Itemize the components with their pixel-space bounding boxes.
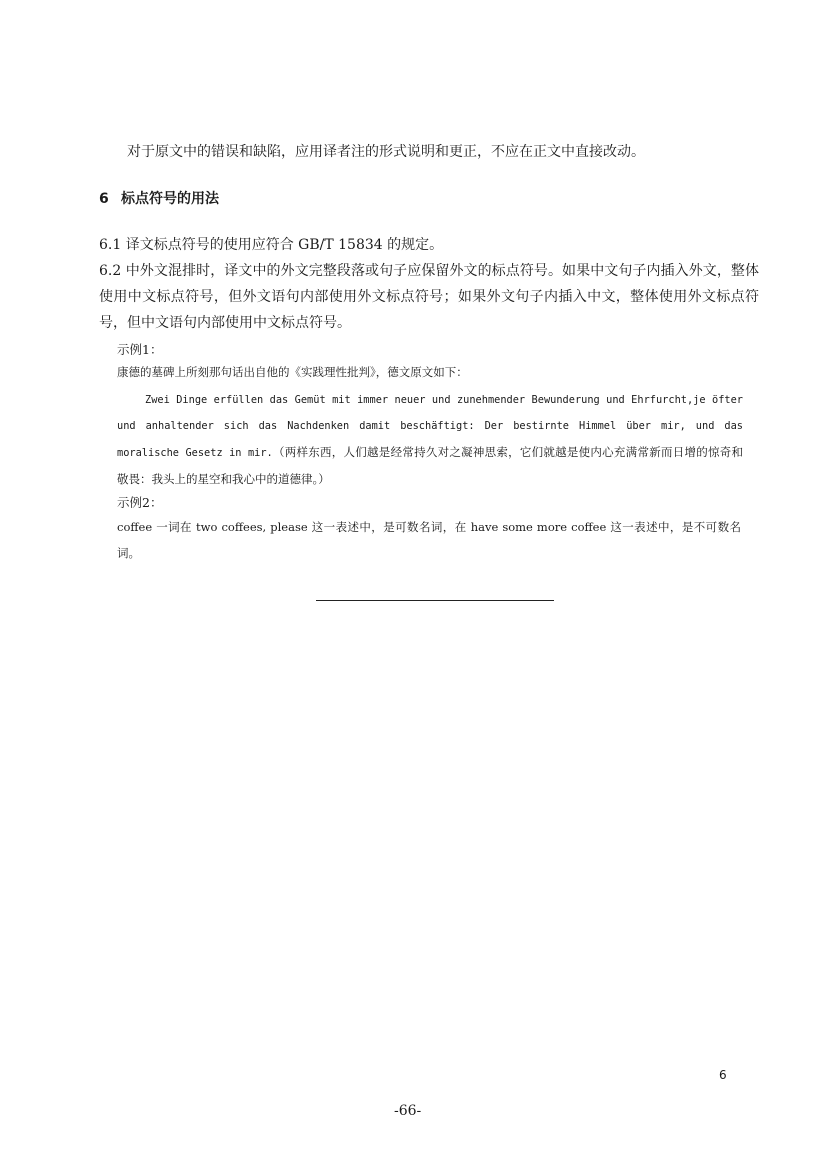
paragraph-errors-correction: 对于原文中的错误和缺陷，应用译者注的形式说明和更正，不应在正文中直接改动。 xyxy=(127,144,645,160)
example-1-quote xyxy=(117,387,743,493)
clause-6-2: 6.2 中外文混排时，译文中的外文完整段落或句子应保留外文的标点符号。如果中文句子内插入外文，整体使用中文标点符号，但外文语句内部使用外文标点符号；如果外文句子内插入中文，整体使用外文标点符号，但中文语句内部使用中文标点符号。 xyxy=(99,263,759,331)
end-rule-divider xyxy=(316,600,554,601)
example-2-body: coffee 一词在 two coffees, please 这一表述中，是可数名词，在 have some more coffee 这一表述中，是不可数名词。 xyxy=(117,520,741,560)
section-6-number: 6 xyxy=(99,191,109,207)
example-2-label: 示例2： xyxy=(117,495,163,510)
page-number: 6 xyxy=(719,1068,727,1082)
section-6-title: 标点符号的用法 xyxy=(121,191,219,207)
quote-chinese: （两样东西，人们越是经常持久对之凝神思索，它们就越是使内心充满常新而日增的惊奇和敬畏：我头上的星空和我心中的道德律。） xyxy=(117,445,743,486)
section-6-heading xyxy=(99,188,219,208)
example-1-label: 示例1： xyxy=(117,342,163,357)
example-1-intro: 康德的墓碑上所刻那句话出自他的《实践理性批判》，德文原文如下： xyxy=(117,365,468,379)
footer-page-number: -66- xyxy=(394,1103,422,1119)
quote-german: Zwei Dinge erfüllen das Gemüt mit immer neuer und zunehmender Bewunderung und Ehrfurcht,je öfter und anhaltender sich das Nachdenken damit beschäftigt: Der bestirnte Himmel über mir, und das moralische Gesetz in mir. xyxy=(117,394,743,459)
clause-6-1: 6.1 译文标点符号的使用应符合 GB/T 15834 的规定。 xyxy=(99,237,444,253)
